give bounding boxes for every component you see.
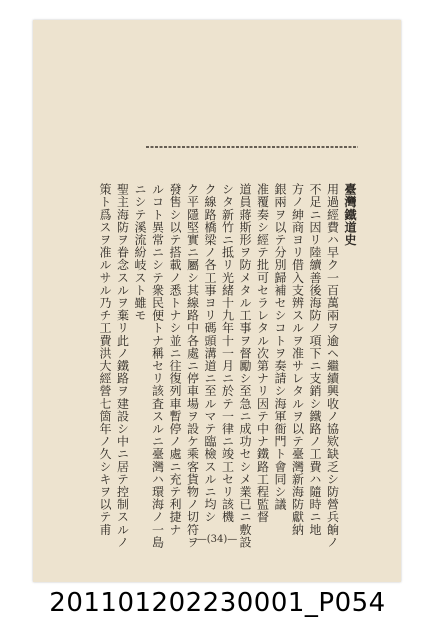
text-column: 方ノ紳商ヨリ借入支辨スルヲ准サレタルヲ以テ臺灣新海防獻納 [290,183,305,536]
text-column: 准覆奏シ經テ批可セラレタル次第ナリ因テ中ナ鐵路工程監督 [255,183,270,524]
text-column: 不足ニ因リ陸續善後海防ノ項下ニ支銷シ鐵路ノ工費ハ隨時ニ地 [308,183,322,536]
text-column: 發售シ以テ搭載ノ悉トナシ並ニ往復列車暫停ノ處ニ充テ利捷ナ [168,183,182,536]
text-column: ルコト異常ニシテ衆民便トナ稱セリ該査スルニ臺灣ハ環海ノ一島 [150,183,165,549]
text-column: 聖主海防ヲ眷念スルヲ棄リ此ノ鐵路ヲ建設シ中ニ居テ控制スルノ [115,183,130,549]
page-number: —(34)— [196,534,238,545]
text-column: ク平隱堅實ニ屬シ其線路中各處ニ停車場ヲ設ケ乘客貨物ノ切符ヲ [185,183,200,549]
header-wavy-rule [146,142,358,152]
document-page [33,20,401,582]
text-column: ニシテ溪流紛岐スト雖モ [133,183,147,322]
text-column: ク線路橋梁ノ各工事ヨリ碼頭溝道ニ至ルマテ臨檢スルニ均シ [203,183,217,524]
text-column: 策ト爲スヲ准ルサル乃チ工費洪大經營七箇年ノ久シキヲ以テ甫 [98,183,112,536]
section-title: 臺灣鐵道史 [343,183,357,246]
text-column: シタ新竹ニ抵リ光緒十九年十一月ニ於テ一律ニ竣工セリ該機 [220,183,235,524]
image-caption: 20110120223​0001_P054 [49,588,386,618]
text-column: 銀兩ヲ以テ分別歸補セシコトヲ奏請シ海軍衙門ト會同シ議 [273,183,287,511]
text-column: 用過經費ハ早ク一百萬兩ヲ逾ヘ繼續興收ノ協欵缺乏シ防營兵餉ノ [325,183,340,549]
text-column: 道員蔣斯形ヲ防メタル工事ヲ督勵シ至急ニ成功セシメ業已ニ敷設 [238,183,252,549]
